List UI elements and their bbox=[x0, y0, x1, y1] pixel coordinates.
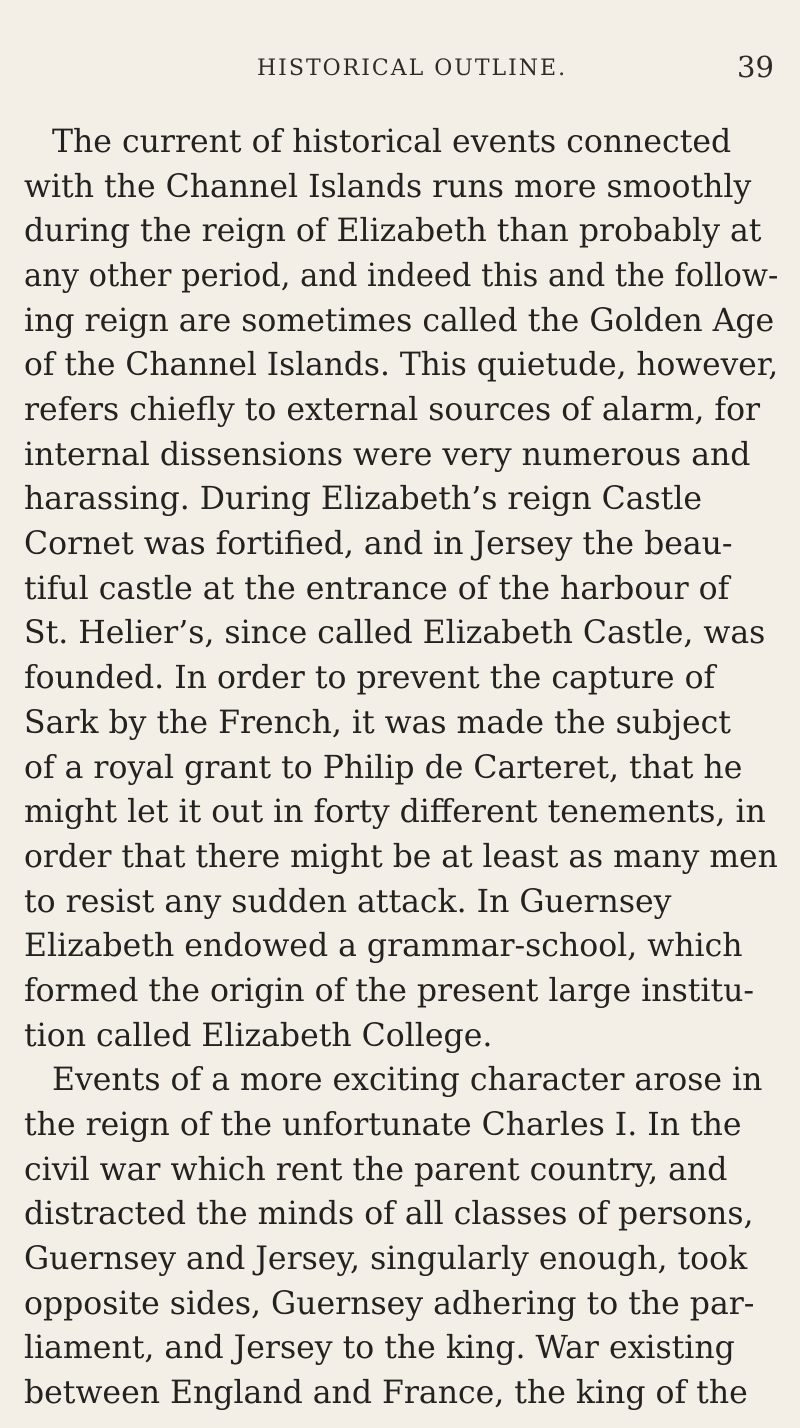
text-line: civil war which rent the parent country, and bbox=[24, 1152, 728, 1188]
text-line: Guernsey and Jersey, singularly enough, took bbox=[24, 1241, 748, 1277]
text-line: distracted the minds of all classes of persons, bbox=[24, 1196, 754, 1232]
text-line: opposite sides, Guernsey adhering to the par- bbox=[24, 1286, 755, 1322]
text-line: any other period, and indeed this and the follow- bbox=[24, 258, 779, 294]
text-line: The current of historical events connected bbox=[52, 124, 732, 160]
text-line: might let it out in forty different tenements, in bbox=[24, 794, 766, 830]
text-line: founded. In order to prevent the capture of bbox=[24, 660, 716, 696]
text-line: tion called Elizabeth College. bbox=[24, 1018, 493, 1054]
text-line: Events of a more exciting character arose in bbox=[52, 1062, 763, 1098]
text-line: Cornet was fortified, and in Jersey the beau- bbox=[24, 526, 733, 562]
text-line: liament, and Jersey to the king. War existing bbox=[24, 1330, 735, 1366]
text-line: between England and France, the king of the bbox=[24, 1375, 748, 1411]
running-head: HISTORICAL OUTLINE. bbox=[257, 56, 568, 81]
text-line: St. Helier’s, since called Elizabeth Castle, was bbox=[24, 615, 766, 651]
text-line: harassing. During Elizabeth’s reign Castle bbox=[24, 481, 703, 517]
text-line: during the reign of Elizabeth than probably at bbox=[24, 213, 762, 249]
text-line: order that there might be at least as many men bbox=[24, 839, 778, 875]
page-number: 39 bbox=[737, 50, 774, 84]
text-line: of the Channel Islands. This quietude, however, bbox=[24, 347, 779, 383]
text-line: Sark by the French, it was made the subject bbox=[24, 705, 731, 741]
text-line: to resist any sudden attack. In Guernsey bbox=[24, 884, 672, 920]
text-line: the reign of the unfortunate Charles I. In the bbox=[24, 1107, 742, 1143]
text-line: with the Channel Islands runs more smoothly bbox=[24, 169, 752, 205]
text-line: of a royal grant to Philip de Carteret, that he bbox=[24, 750, 743, 786]
text-line: formed the origin of the present large institu- bbox=[24, 973, 755, 1009]
text-line: internal dissensions were very numerous and bbox=[24, 437, 751, 473]
text-line: refers chiefly to external sources of alarm, for bbox=[24, 392, 761, 428]
text-line: tiful castle at the entrance of the harbour of bbox=[24, 571, 730, 607]
text-line: ing reign are sometimes called the Golden Age bbox=[24, 303, 775, 339]
text-line: Elizabeth endowed a grammar-school, which bbox=[24, 928, 743, 964]
